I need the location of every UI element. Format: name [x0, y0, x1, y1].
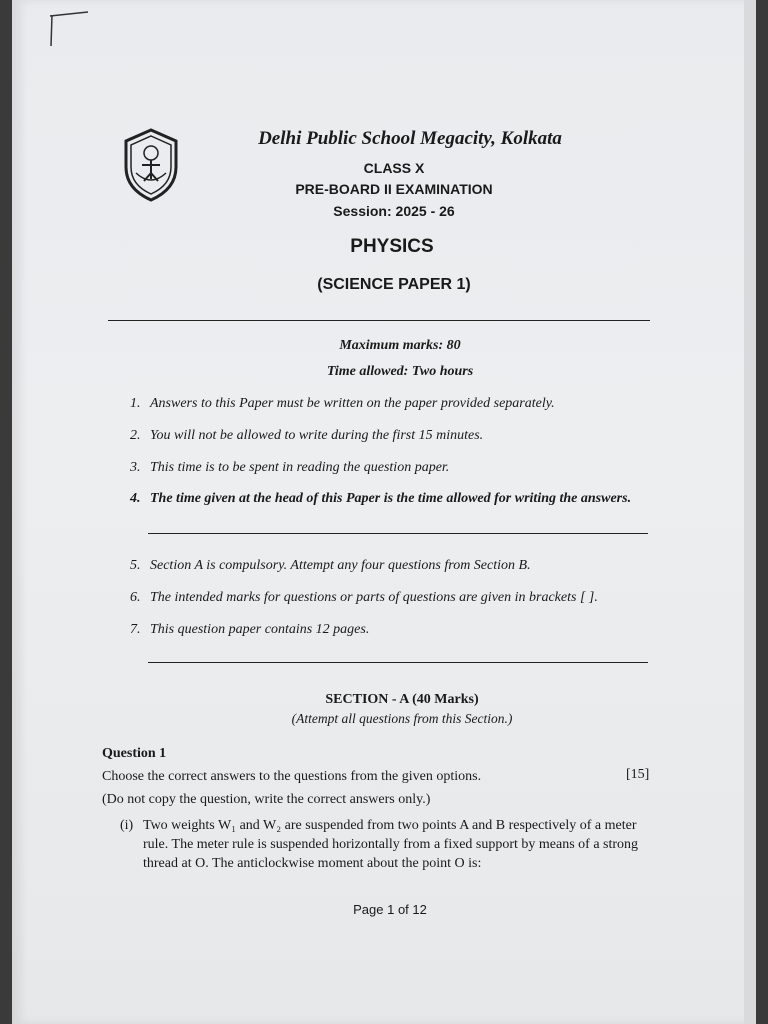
instruction-item: [130, 491, 631, 507]
question-instruction: Choose the correct answers to the questions from the given options.: [102, 769, 482, 784]
instruction-item: [130, 622, 369, 638]
section-title: SECTION - A (40 Marks): [325, 692, 479, 707]
instruction-number: 7.: [130, 622, 141, 637]
instruction-item: [130, 558, 531, 574]
paper-edge: [744, 0, 756, 1024]
instruction-item: [130, 396, 555, 412]
instruction-text: Answers to this Paper must be written on the paper provided separately.: [150, 396, 555, 411]
page-number: Page 1 of 12: [353, 902, 427, 917]
sub-question-line: Two weights W₁ and W₂ are suspended from two points A and B respectively of a meter: [143, 818, 637, 833]
sub-question-line: rule. The meter rule is suspended horizontally from a fixed support by means of a strong: [143, 837, 639, 852]
exam-label: PRE-BOARD II EXAMINATION: [295, 181, 493, 197]
max-marks: Maximum marks: 80: [339, 338, 461, 353]
question-note: (Do not copy the question, write the correct answers only.): [102, 792, 431, 807]
instruction-number: 1.: [130, 396, 141, 411]
instruction-number: 2.: [130, 428, 141, 443]
instruction-number: 4.: [130, 491, 141, 506]
instruction-number: 6.: [130, 590, 141, 605]
sub-question-line: thread at O. The anticlockwise moment about the point O is:: [143, 856, 482, 871]
question-marks: [15]: [626, 767, 650, 782]
instruction-text: This question paper contains 12 pages.: [150, 622, 370, 637]
instruction-text: Section A is compulsory. Attempt any four questions from Section B.: [150, 558, 531, 573]
subject-title: PHYSICS: [350, 236, 434, 257]
question-title: Question 1: [102, 746, 167, 761]
divider: [148, 533, 648, 534]
instruction-text: The intended marks for questions or parts of questions are given in brackets [ ].: [150, 590, 598, 605]
instruction-text: The time given at the head of this Paper is the time allowed for writing the answers.: [150, 491, 632, 506]
instruction-text: You will not be allowed to write during the first 15 minutes.: [150, 428, 484, 443]
instruction-text: This time is to be spent in reading the question paper.: [150, 460, 450, 475]
section-subtitle: (Attempt all questions from this Section.): [291, 711, 513, 726]
time-allowed: Time allowed: Two hours: [326, 364, 474, 379]
paper-title: (SCIENCE PAPER 1): [317, 276, 471, 293]
divider: [148, 662, 648, 663]
instruction-item: [130, 590, 598, 606]
instruction-number: 5.: [130, 558, 141, 573]
session-label: Session: 2025 - 26: [333, 203, 455, 219]
instruction-item: [130, 428, 483, 444]
instruction-item: [130, 460, 449, 476]
school-name: Delhi Public School Megacity, Kolkata: [258, 128, 562, 149]
sub-question-number: (i): [120, 818, 134, 833]
pen-mark-icon: [48, 10, 92, 50]
instruction-number: 3.: [130, 460, 141, 475]
divider: [108, 320, 650, 321]
class-label: CLASS X: [363, 160, 425, 176]
